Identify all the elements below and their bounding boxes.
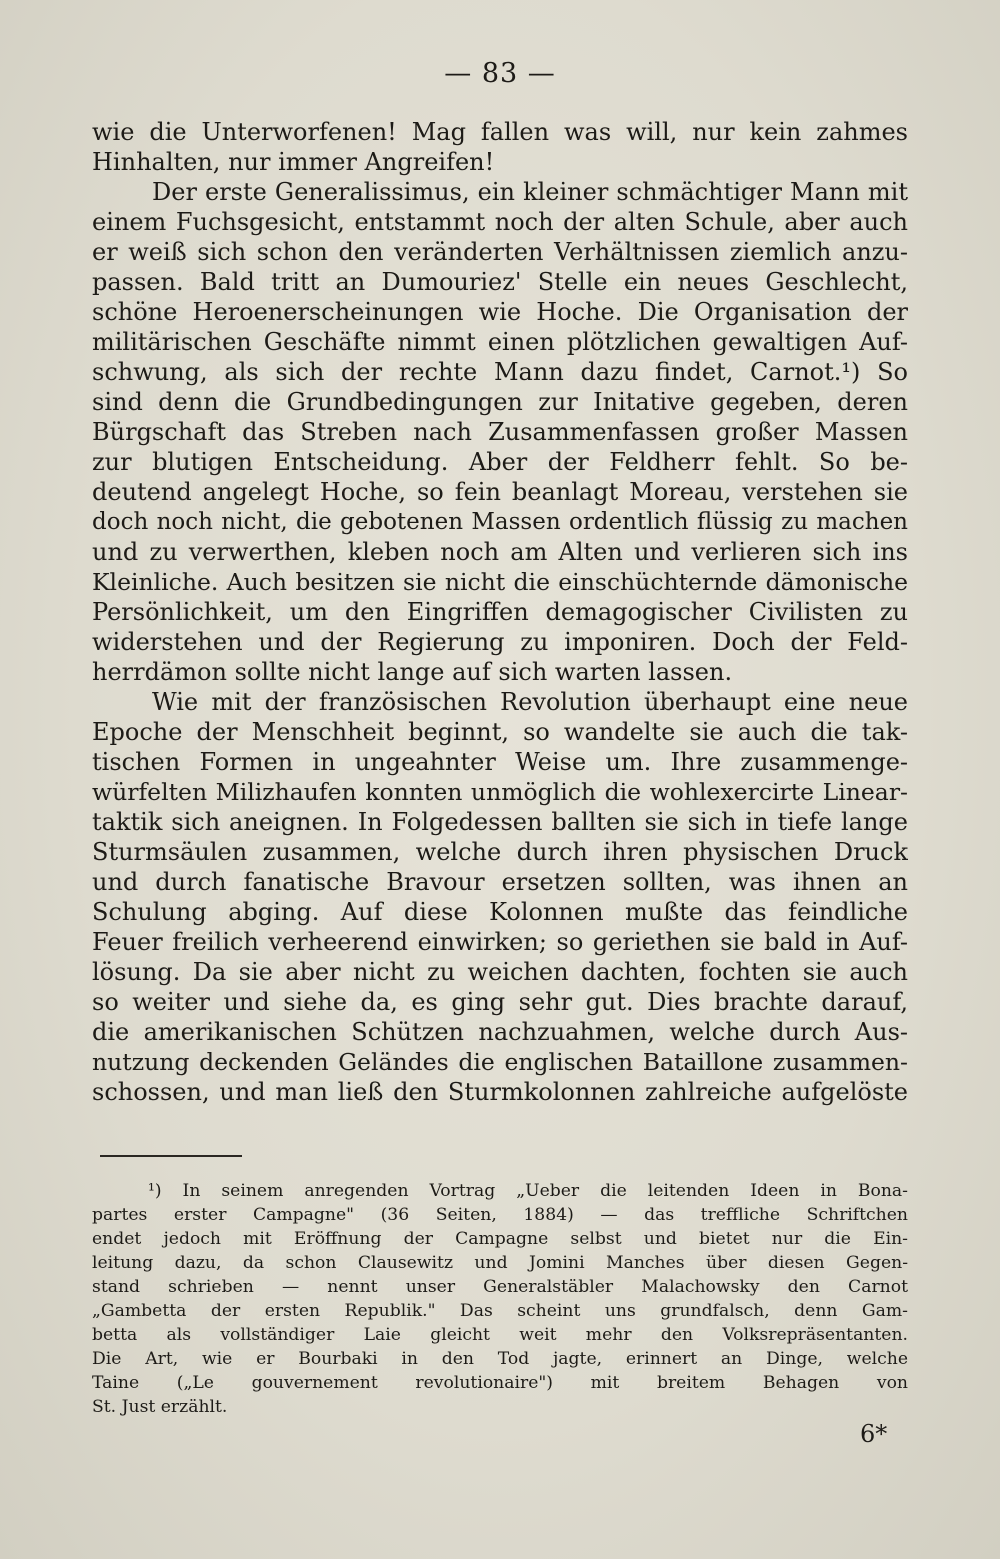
body-line: schossen, und man ließ den Sturmkolonnen zahlreiche aufgelöste: [92, 1078, 908, 1106]
footnote-line: St. Just erzählt.: [92, 1397, 228, 1417]
body-line: Feuer freilich verheerend einwirken; so geriethen sie bald in Auf-: [92, 928, 908, 956]
body-line: deutend angelegt Hoche, so fein beanlagt Moreau, verstehen sie: [92, 478, 908, 506]
body-line: zur blutigen Entscheidung. Aber der Feldherr fehlt. So be-: [92, 448, 908, 476]
body-line: Schulung abging. Auf diese Kolonnen mußte das feindliche: [92, 898, 908, 926]
body-line: herrdämon sollte nicht lange auf sich warten lassen.: [92, 658, 733, 686]
footnote-line: leitung dazu, da schon Clausewitz und Jomini Manches über diesen Gegen-: [92, 1253, 908, 1273]
body-line: und durch fanatische Bravour ersetzen sollten, was ihnen an: [92, 868, 908, 896]
body-line: und zu verwerthen, kleben noch am Alten und verlieren sich ins: [92, 538, 908, 566]
footnote-line: partes erster Campagne" (36 Seiten, 1884) — das treffliche Schriftchen: [92, 1205, 908, 1225]
body-line: so weiter und siehe da, es ging sehr gut. Dies brachte darauf,: [92, 988, 908, 1016]
body-line: Sturmsäulen zusammen, welche durch ihren physischen Druck: [92, 838, 908, 866]
body-line: nutzung deckenden Geländes die englischen Bataillone zusammen-: [92, 1048, 908, 1076]
footnote-line: betta als vollständiger Laie gleicht weit mehr den Volksrepräsentanten.: [92, 1325, 908, 1345]
body-line: er weiß sich schon den veränderten Verhältnissen ziemlich anzu-: [92, 238, 908, 266]
page-number: — 83 —: [444, 58, 556, 89]
body-line: sind denn die Grundbedingungen zur Initative gegeben, deren: [92, 388, 908, 416]
body-line: wie die Unterworfenen! Mag fallen was will, nur kein zahmes: [92, 118, 908, 146]
footnote-line: Taine („Le gouvernement revolutionaire") mit breitem Behagen von: [92, 1373, 908, 1393]
printer-signature-mark: 6*: [860, 1420, 888, 1448]
body-line: die amerikanischen Schützen nachzuahmen, welche durch Aus-: [92, 1018, 908, 1046]
body-line: Wie mit der französischen Revolution überhaupt eine neue: [152, 688, 908, 716]
body-line: würfelten Milizhaufen konnten unmöglich die wohlexercirte Linear-: [92, 778, 908, 806]
body-line: taktik sich aneignen. In Folgedessen ballten sie sich in tiefe lange: [92, 808, 908, 836]
body-line: doch noch nicht, die gebotenen Massen ordentlich flüssig zu machen: [92, 509, 908, 535]
body-line: Kleinliche. Auch besitzen sie nicht die einschüchternde dämonische: [92, 568, 908, 596]
body-line: Hinhalten, nur immer Angreifen!: [92, 148, 495, 176]
body-line: tischen Formen in ungeahnter Weise um. Ihre zusammenge-: [92, 748, 908, 776]
body-line: Epoche der Menschheit beginnt, so wandelte sie auch die tak-: [92, 718, 908, 746]
body-line: lösung. Da sie aber nicht zu weichen dachten, fochten sie auch: [92, 958, 908, 986]
body-line: widerstehen und der Regierung zu imponiren. Doch der Feld-: [92, 628, 908, 656]
body-line: Persönlichkeit, um den Eingriffen demagogischer Civilisten zu: [92, 598, 908, 626]
footnote-line: „Gambetta der ersten Republik." Das scheint uns grundfalsch, denn Gam-: [92, 1301, 908, 1321]
body-line: militärischen Geschäfte nimmt einen plötzlichen gewaltigen Auf-: [92, 328, 908, 356]
footnote-line: Die Art, wie er Bourbaki in den Tod jagte, erinnert an Dinge, welche: [92, 1349, 908, 1369]
footnote-line: stand schrieben — nennt unser Generalstäbler Malachowsky den Carnot: [92, 1277, 908, 1297]
footnote-line: ¹) In seinem anregenden Vortrag „Ueber die leitenden Ideen in Bona-: [148, 1181, 908, 1201]
body-line: schöne Heroenerscheinungen wie Hoche. Die Organisation der: [92, 298, 908, 326]
footnote-line: endet jedoch mit Eröffnung der Campagne selbst und bietet nur die Ein-: [92, 1229, 908, 1249]
body-line: schwung, als sich der rechte Mann dazu findet, Carnot.¹) So: [92, 358, 908, 386]
body-line: Der erste Generalissimus, ein kleiner schmächtiger Mann mit: [152, 178, 908, 206]
body-line: passen. Bald tritt an Dumouriez' Stelle ein neues Geschlecht,: [92, 268, 908, 296]
footnote-divider: [100, 1155, 242, 1157]
body-line: Bürgschaft das Streben nach Zusammenfassen großer Massen: [92, 418, 908, 446]
body-line: einem Fuchsgesicht, entstammt noch der alten Schule, aber auch: [92, 208, 908, 236]
